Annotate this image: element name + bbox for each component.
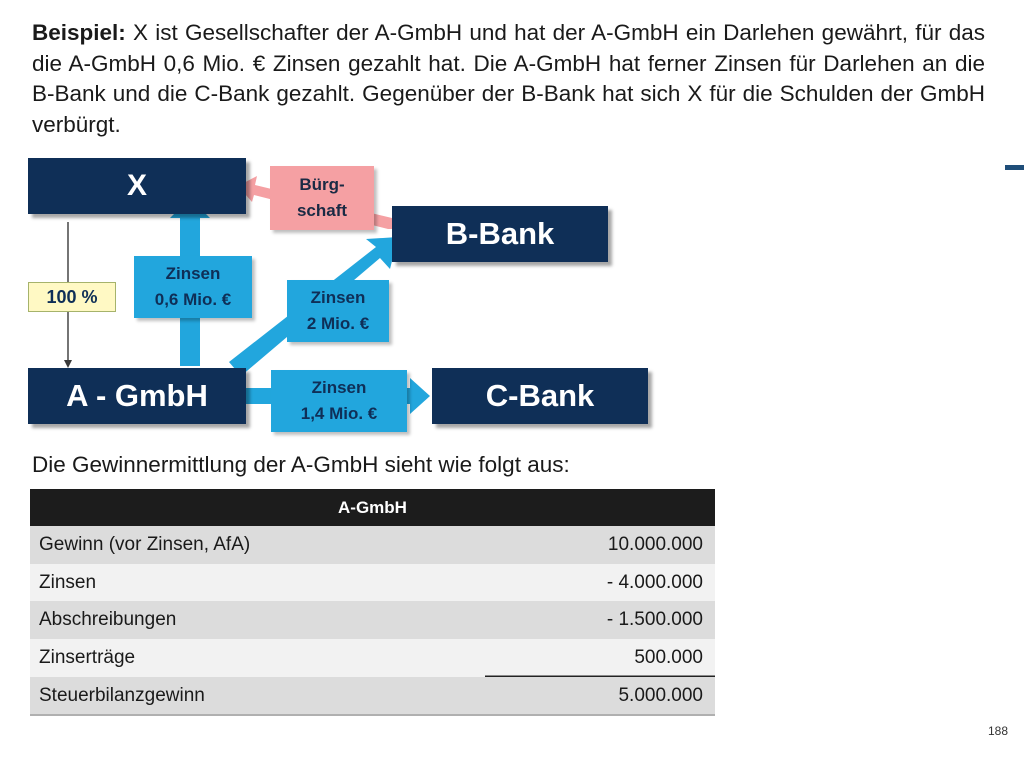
side-accent-mark: [1005, 165, 1024, 170]
entity-x: X: [28, 158, 246, 214]
profit-table: [30, 489, 715, 716]
entity-a-gmbh: A - GmbH: [28, 368, 246, 424]
share-label: 100 %: [28, 282, 116, 312]
table-row: [30, 677, 715, 716]
interest-b-label: Zinsen 2 Mio. €: [287, 280, 389, 342]
page-number: 188: [988, 724, 1009, 738]
relationship-diagram: [0, 150, 700, 440]
row-value: 5.000.000: [485, 677, 715, 716]
table-row: [30, 526, 715, 564]
row-label: Zinserträge: [30, 639, 485, 677]
entity-b-bank: B-Bank: [392, 206, 608, 262]
intro-text: X ist Gesellschafter der A-GmbH und hat der A-GmbH ein Darlehen gewährt, für das die A-GmbH 0,6 Mio. € Zinsen gezahlt hat. Die A-GmbH hat ferner Zinsen für Darlehen an die B-Bank und die C-Bank gezahlt. Gegenüber der B-Bank hat sich X für die Schulden der GmbH verbürgt.: [32, 20, 985, 137]
intro-paragraph: [32, 18, 985, 140]
row-value: 500.000: [485, 639, 715, 677]
row-label: Gewinn (vor Zinsen, AfA): [30, 526, 485, 564]
table-row: [30, 601, 715, 639]
row-label: Abschreibungen: [30, 601, 485, 639]
entity-c-bank: C-Bank: [432, 368, 648, 424]
intro-lead: Beispiel:: [32, 20, 126, 45]
interest-c-label: Zinsen 1,4 Mio. €: [271, 370, 407, 432]
table-header: A-GmbH: [30, 489, 715, 526]
table-row: [30, 639, 715, 677]
row-value: - 4.000.000: [485, 564, 715, 602]
interest-x-label: Zinsen 0,6 Mio. €: [134, 256, 252, 318]
table-intro: Die Gewinnermittlung der A-GmbH sieht wie folgt aus:: [32, 452, 570, 477]
row-label: Steuerbilanzgewinn: [30, 677, 485, 716]
row-label: Zinsen: [30, 564, 485, 602]
table-row: [30, 564, 715, 602]
row-value: - 1.500.000: [485, 601, 715, 639]
row-value: 10.000.000: [485, 526, 715, 564]
buergschaft-label: Bürg- schaft: [270, 166, 374, 230]
